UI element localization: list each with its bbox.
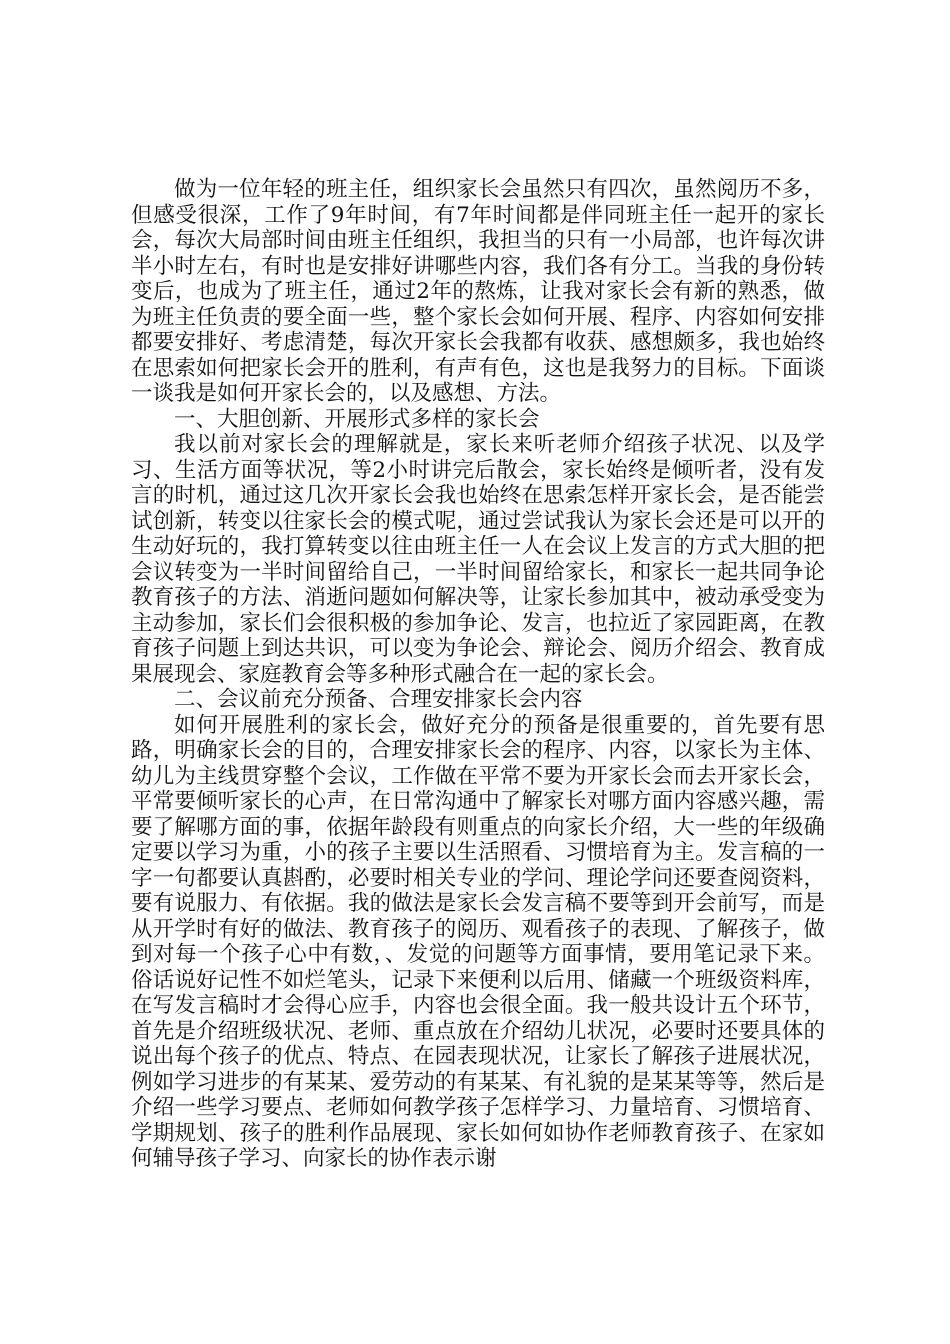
paragraph-section-1: 我以前对家长会的理解就是，家长来听老师介绍孩子状况、以及学习、生活方面等状况，等2小时讲完后散会，家长始终是倾听者，没有发言的时机，通过这几次开家长会我也始终在思索怎样开家长会，是否能尝试创新，转变以往家长会的模式呢，通过尝试我认为家长会还是可以开的生动好玩的，我打算转变以往由班主任一人在会议上发言的方式大胆的把会议转变为一半时间留给自己，一半时间留给家长，和家长一起共同争论教育孩子的方法、消逝问题如何解决等，让家长参加其中，被动承受变为主动参加，家长们会很积极的参加争论、发言，也拉近了家园距离，在教育孩子问题上到达共识，可以变为争论会、辩论会、阅历介绍会、教育成果展现会、家庭教育会等多种形式融合在一起的家长会。	[131, 432, 825, 687]
section-heading-1: 一、大胆创新、开展形式多样的家长会	[174, 406, 540, 432]
paragraph-section-2: 如何开展胜利的家长会，做好充分的预备是很重要的，首先要有思路，明确家长会的目的，合理安排家长会的程序、内容，以家长为主体、幼儿为主线贯穿整个会议，工作做在平常不要为开家长会而去开家长会，平常要倾听家长的心声，在日常沟通中了解家长对哪方面内容感兴趣，需要了解哪方面的事，依据年龄段有则重点的向家长介绍，大一些的年级确定要以学习为重，小的孩子主要以生活照看、习惯培育为主。发言稿的一字一句都要认真斟酌，必要时相关专业的学问、理论学问还要查阅资料，要有说服力、有依据。我的做法是家长会发言稿不要等到开会前写，而是从开学时有好的做法、教育孩子的阅历、观看孩子的表现、了解孩子，做到对每一个孩子心中有数，、发觉的问题等方面事情，要用笔记录下来。俗话说好记性不如烂笔头，记录下来便利以后用、储藏一个班级资料库，在写发言稿时才会得心应手，内容也会很全面。我一般共设计五个环节，首先是介绍班级状况、老师、重点放在介绍幼儿状况，必要时还要具体的说出每个孩子的优点、特点、在园表现状况，让家长了解孩子进展状况，例如学习进步的有某某、爱劳动的有某某、有礼貌的是某某等等，然后是介绍一些学习要点、老师如何教学孩子怎样学习、力量培育、习惯培育、学期规划、孩子的胜利作品展现、家长如何如协作老师教育孩子、在家如何辅导孩子学习、向家长的协作表示谢	[131, 712, 825, 1171]
document-page	[131, 177, 825, 1172]
paragraph-intro: 做为一位年轻的班主任，组织家长会虽然只有四次，虽然阅历不多，但感受很深，工作了9年时间，有7年时间都是伴同班主任一起开的家长会，每次大局部时间由班主任组织，我担当的只有一小局部，也许每次讲半小时左右，有时也是安排好讲哪些内容，我们各有分工。当我的身份转变后，也成为了班主任，通过2年的熬炼，让我对家长会有新的熟悉，做为班主任负责的要全面一些，整个家长会如何开展、程序、内容如何安排都要安排好、考虑清楚，每次开家长会我都有收获、感想颇多，我也始终在思索如何把家长会开的胜利，有声有色，这也是我努力的目标。下面谈一谈我是如何开家长会的，以及感想、方法。	[131, 177, 825, 406]
section-heading-2: 二、会议前充分预备、合理安排家长会内容	[174, 687, 583, 712]
